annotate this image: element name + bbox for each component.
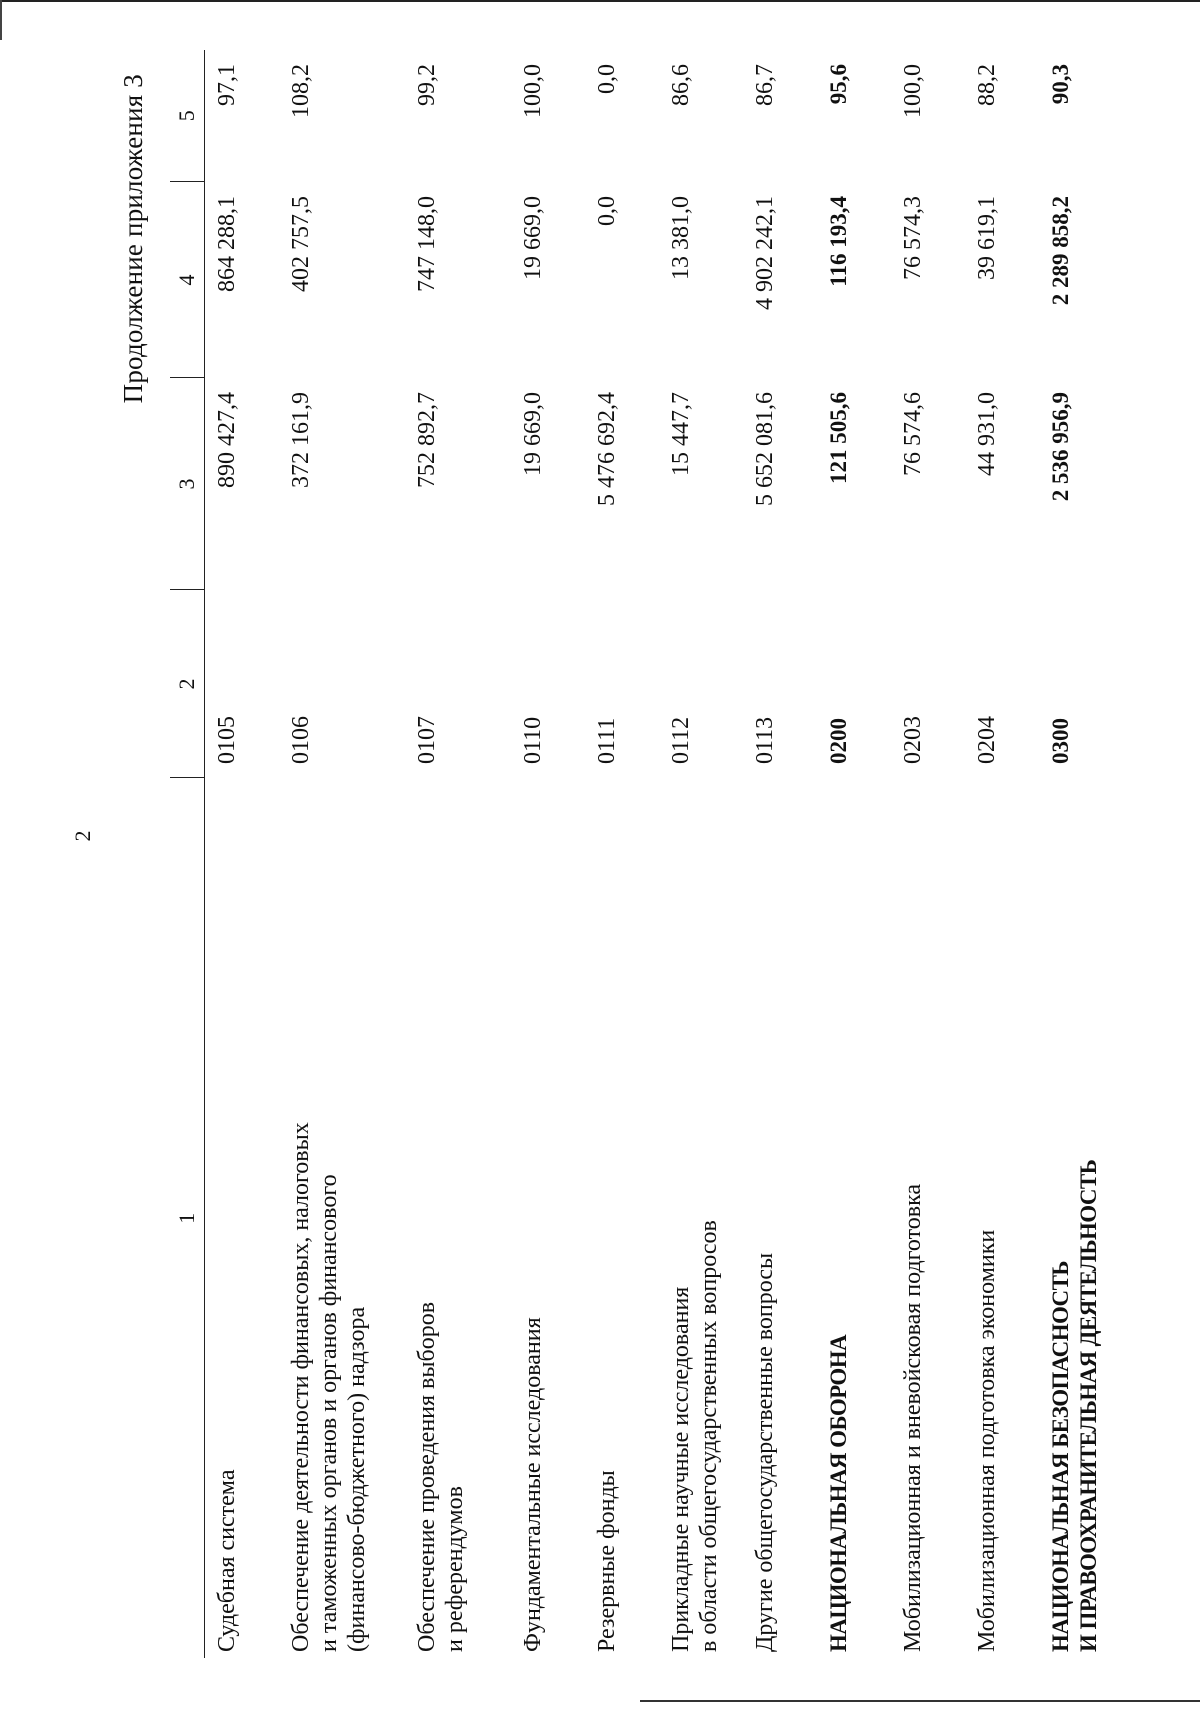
row-col4-cell: 19 669,0 <box>520 196 546 280</box>
table-row <box>511 50 585 1658</box>
row-col5-cell: 95,6 <box>826 64 851 105</box>
table-body <box>205 50 1124 1658</box>
row-code-cell: 0106 <box>288 716 314 764</box>
row-col3-cell: 5 652 081,6 <box>752 392 778 506</box>
table-row <box>965 50 1039 1658</box>
row-col3-cell: 15 447,7 <box>668 392 694 476</box>
column-header: 1 <box>170 778 205 1658</box>
row-col3-cell: 44 931,0 <box>974 392 1000 476</box>
row-col4-cell: 864 288,1 <box>214 196 240 292</box>
table-row-section <box>817 50 891 1658</box>
row-col5-cell: 100,0 <box>900 64 926 118</box>
column-header: 5 <box>170 50 205 182</box>
continuation-title: Продолжение приложения 3 <box>118 74 148 404</box>
row-code-cell: 0203 <box>900 716 926 764</box>
row-name-cell <box>511 778 585 1658</box>
row-name-line: Мобилизационная подготовка экономики <box>974 1229 1000 1652</box>
row-col5-cell: 0,0 <box>594 64 620 94</box>
row-name-line: Резервные фонды <box>594 1470 620 1652</box>
row-name-line: в области общегосударственных вопросов <box>696 1220 722 1652</box>
row-name-line: НАЦИОНАЛЬНАЯ БЕЗОПАСНОСТЬ <box>1048 1261 1073 1652</box>
table-row <box>585 50 659 1658</box>
row-col5-cell: 99,2 <box>414 64 440 106</box>
column-header: 4 <box>170 182 205 378</box>
row-name-line: и референдумов <box>442 1486 468 1652</box>
row-code-cell: 0110 <box>520 716 546 764</box>
row-name-cell <box>743 778 817 1658</box>
row-col4-cell: 39 619,1 <box>974 196 1000 280</box>
table-row <box>743 50 817 1658</box>
row-name-line: Мобилизационная и вневойсковая подготовка <box>900 1183 926 1652</box>
row-code-cell: 0204 <box>974 716 1000 764</box>
page-number: 2 <box>70 830 95 842</box>
table-row <box>405 50 511 1658</box>
row-name-cell <box>659 778 743 1658</box>
row-name-cell <box>279 778 405 1658</box>
row-name-line: И ПРАВООХРАНИТЕЛЬНАЯ ДЕЯТЕЛЬНОСТЬ <box>1076 1159 1101 1652</box>
row-col5-cell: 90,3 <box>1048 64 1073 105</box>
row-col4-cell: 13 381,0 <box>668 196 694 280</box>
row-name-cell <box>205 778 280 1658</box>
row-name-cell <box>891 778 965 1658</box>
row-name-line: Прикладные научные исследования <box>668 1286 694 1652</box>
row-name-line: Другие общегосударственные вопросы <box>752 1252 778 1652</box>
row-col3-cell: 76 574,6 <box>900 392 926 476</box>
column-header: 3 <box>170 378 205 590</box>
row-name-line: Судебная система <box>214 1469 240 1652</box>
row-name-line: (финансово-бюджетного) надзора <box>344 1306 370 1652</box>
table-row <box>659 50 743 1658</box>
row-col4-cell: 4 902 242,1 <box>752 196 778 310</box>
table-row-section <box>1039 50 1123 1658</box>
column-header: 2 <box>170 590 205 778</box>
row-name-line: и таможенных органов и органов финансового <box>316 1174 342 1652</box>
row-col4-cell: 0,0 <box>594 196 620 226</box>
row-name-line: Обеспечение деятельности финансовых, налоговых <box>288 1122 314 1652</box>
table-row <box>891 50 965 1658</box>
row-name-cell <box>965 778 1039 1658</box>
row-col5-cell: 108,2 <box>288 64 314 118</box>
row-col4-cell: 76 574,3 <box>900 196 926 280</box>
row-col3-cell: 890 427,4 <box>214 392 240 488</box>
table-header <box>170 50 205 1658</box>
row-code-cell: 0113 <box>752 716 778 764</box>
row-col5-cell: 100,0 <box>520 64 546 118</box>
row-col3-cell: 2 536 956,9 <box>1048 392 1073 502</box>
row-col3-cell: 19 669,0 <box>520 392 546 476</box>
row-name-line: Фундаментальные исследования <box>520 1317 546 1652</box>
row-name-line: НАЦИОНАЛЬНАЯ ОБОРОНА <box>826 1334 851 1652</box>
row-col3-cell: 372 161,9 <box>288 392 314 488</box>
row-name-cell <box>817 778 891 1658</box>
row-code-cell: 0300 <box>1048 718 1073 764</box>
row-col4-cell: 116 193,4 <box>826 196 851 287</box>
row-name-cell <box>405 778 511 1658</box>
row-name-cell <box>585 778 659 1658</box>
row-code-cell: 0200 <box>826 718 851 764</box>
row-col3-cell: 121 505,6 <box>826 392 851 484</box>
row-name-cell <box>1039 778 1123 1658</box>
row-code-cell: 0107 <box>414 716 440 764</box>
table-row <box>279 50 405 1658</box>
header-row <box>170 50 205 1658</box>
row-col4-cell: 747 148,0 <box>414 196 440 292</box>
row-col5-cell: 86,6 <box>668 64 694 106</box>
budget-table <box>170 50 1123 1658</box>
row-col5-cell: 86,7 <box>752 64 778 106</box>
table-row <box>205 50 280 1658</box>
row-name-line: Обеспечение проведения выборов <box>414 1301 440 1652</box>
row-col3-cell: 5 476 692,4 <box>594 392 620 506</box>
row-col4-cell: 2 289 858,2 <box>1048 196 1073 306</box>
row-col4-cell: 402 757,5 <box>288 196 314 292</box>
row-col5-cell: 88,2 <box>974 64 1000 106</box>
row-col5-cell: 97,1 <box>214 64 240 106</box>
row-code-cell: 0111 <box>594 717 620 764</box>
row-code-cell: 0112 <box>668 716 694 764</box>
row-col3-cell: 752 892,7 <box>414 392 440 488</box>
row-code-cell: 0105 <box>214 716 240 764</box>
